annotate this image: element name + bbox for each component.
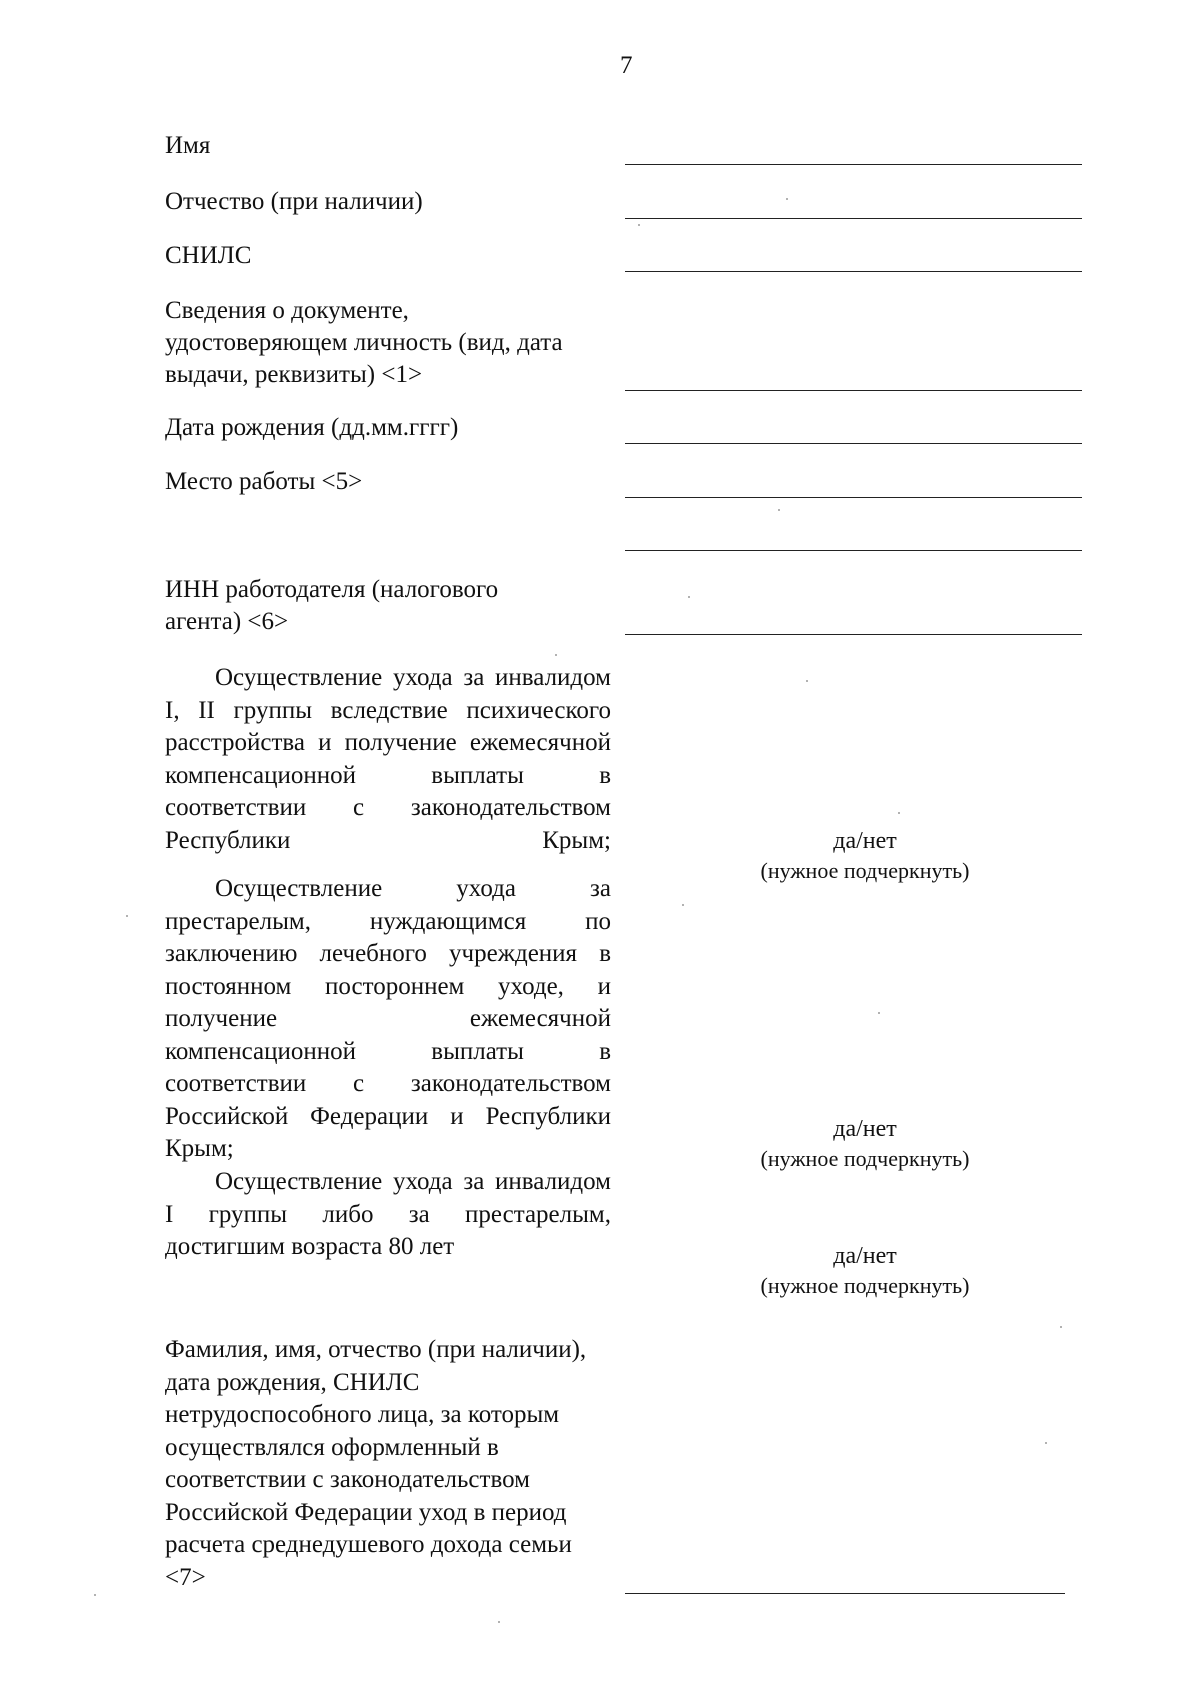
scan-speck <box>555 654 557 656</box>
scan-speck <box>126 915 128 917</box>
birth-date-label: Дата рождения (дд.мм.гггг) <box>165 414 459 441</box>
care-option-1-hint: (нужное подчеркнуть) <box>760 858 970 883</box>
care-option-3-choice[interactable] <box>730 1241 1000 1301</box>
scan-speck <box>498 1621 500 1623</box>
care-option-2-choice[interactable] <box>730 1114 1000 1174</box>
scan-speck <box>638 224 640 226</box>
birth-date-input-line[interactable] <box>625 443 1082 444</box>
employer-inn-input-line[interactable] <box>625 634 1082 635</box>
care-option-2-text: Осуществление ухода за престарелым, нуждающимся по заключению лечебного учреждения в постоянном постороннем уходе, и получение ежемесячной компенсационной выплаты в соответствии с законодательством Российской Федерации и Республики Крым; <box>165 875 611 1162</box>
care-option-3-hint: (нужное подчеркнуть) <box>760 1273 970 1298</box>
scan-speck <box>688 596 690 598</box>
care-option-3-text: Осуществление ухода за инвалидом I группы либо за престарелым, достигшим возраста 80 лет <box>165 1168 611 1260</box>
first-name-input-line[interactable] <box>625 164 1082 165</box>
page-number: 7 <box>620 52 633 79</box>
care-option-1-text: Осуществление ухода за инвалидом I, II группы вследствие психического расстройства и получение ежемесячной компенсационной выплаты в соответствии с законодательством Республики Крым; <box>165 664 611 854</box>
snils-input-line[interactable] <box>625 271 1082 272</box>
workplace-label: Место работы <5> <box>165 468 363 495</box>
care-option-3-answer[interactable]: да/нет <box>833 1243 897 1269</box>
scan-speck <box>898 812 900 814</box>
scan-speck <box>786 198 788 200</box>
workplace-input-line-2[interactable] <box>625 550 1082 551</box>
scan-speck <box>1045 1442 1047 1444</box>
care-option-2-hint: (нужное подчеркнуть) <box>760 1146 970 1171</box>
cared-person-input-line[interactable] <box>625 1593 1065 1594</box>
scan-speck <box>778 509 780 511</box>
employer-inn-label: ИНН работодателя (налогового агента) <6> <box>165 576 499 635</box>
scan-speck <box>806 680 808 682</box>
scan-speck <box>94 1594 96 1596</box>
scan-speck <box>682 904 684 906</box>
care-option-1-answer[interactable]: да/нет <box>833 828 897 854</box>
scan-speck <box>1060 1326 1062 1328</box>
first-name-label: Имя <box>165 132 211 159</box>
care-option-2-answer[interactable]: да/нет <box>833 1116 897 1142</box>
patronymic-label: Отчество (при наличии) <box>165 188 423 215</box>
workplace-input-line[interactable] <box>625 497 1082 498</box>
cared-person-label: Фамилия, имя, отчество (при наличии), дата рождения, СНИЛС нетрудоспособного лица, за которым осуществлялся оформленный в соответствии с законодательством Российской Федерации уход в период расчета среднедушевого дохода семьи <7> <box>165 1336 587 1591</box>
patronymic-input-line[interactable] <box>625 218 1082 219</box>
id-document-input-line[interactable] <box>625 390 1082 391</box>
snils-label: СНИЛС <box>165 242 252 269</box>
id-document-label: Сведения о документе, удостоверяющем личность (вид, дата выдачи, реквизиты) <1> <box>165 297 563 388</box>
scan-speck <box>878 1012 880 1014</box>
care-option-1-choice[interactable] <box>730 826 1000 886</box>
